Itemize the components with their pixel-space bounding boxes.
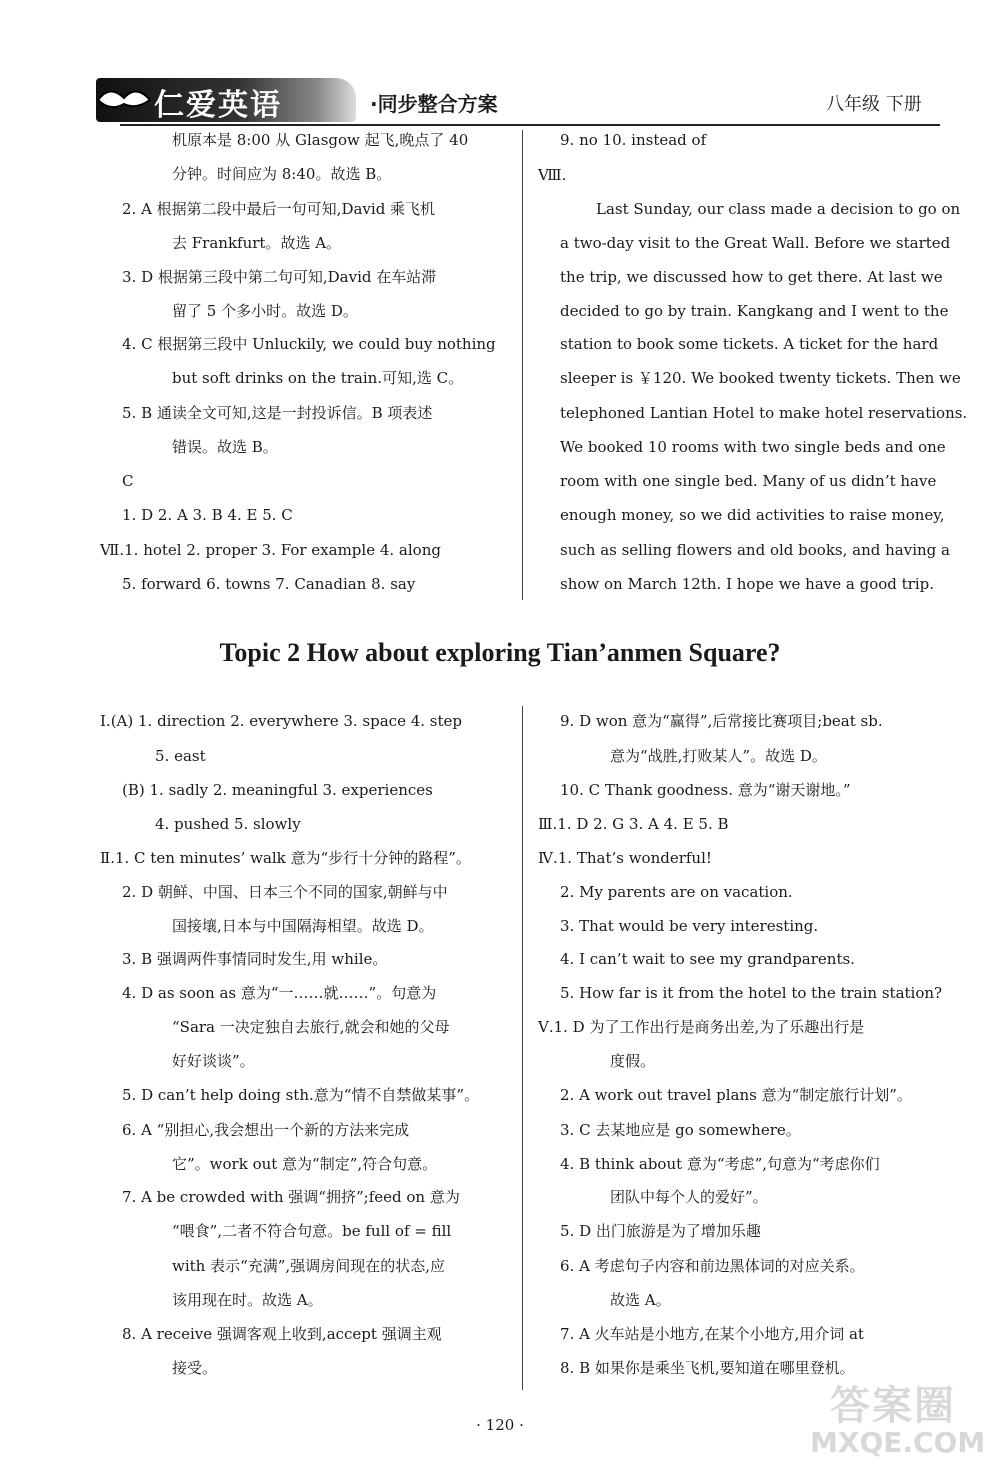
text-line: 4. C 根据第三段中 Unluckily, we could buy nothing [122,335,496,353]
text-line: 4. I can’t wait to see my grandparents. [560,950,855,968]
watermark [810,1374,990,1464]
text-line: decided to go by train. Kangkang and I went to the [560,302,949,320]
page-number: · 120 · [476,1416,524,1434]
text-line: 7. A be crowded with 强调“拥挤”;feed on 意为 [122,1188,460,1206]
text-line: 10. C Thank goodness. 意为“谢天谢地。” [560,781,851,799]
text-line: Last Sunday, our class made a decision to go on [596,200,961,218]
text-line: 1. D 2. A 3. B 4. E 5. C [122,506,293,524]
text-line: but soft drinks on the train.可知,选 C。 [172,369,464,387]
header-rule [120,124,940,126]
text-line: 留了 5 个多小时。故选 D。 [172,302,358,320]
text-line: 4. pushed 5. slowly [155,815,301,833]
text-line: 6. A “别担心,我会想出一个新的方法来完成 [122,1121,410,1139]
text-line: the trip, we discussed how to get there. At last we [560,268,943,286]
text-line: 4. D as soon as 意为“一……就……”。句意为 [122,984,437,1002]
watermark-en: MXQE.COM [810,1426,986,1459]
text-line: 接受。 [172,1359,218,1377]
text-line: Ⅲ.1. D 2. G 3. A 4. E 5. B [538,815,729,833]
text-line: telephoned Lantian Hotel to make hotel reservations. [560,404,968,422]
text-line: sleeper is ￥120. We booked twenty tickets. Then we [560,369,961,387]
book-subtitle: ·同步整合方案 [370,92,498,116]
text-line: 8. A receive 强调客观上收到,accept 强调主观 [122,1325,442,1343]
text-line: “Sara 一决定独自去旅行,就会和她的父母 [172,1018,450,1036]
text-line: Ⅷ. [538,166,567,184]
text-line: enough money, so we did activities to raise money, [560,506,945,524]
text-line: 5. B 通读全文可知,这是一封投诉信。B 项表述 [122,404,433,422]
text-line: 2. My parents are on vacation. [560,883,793,901]
text-line: 2. A work out travel plans 意为“制定旅行计划”。 [560,1086,912,1104]
text-line: room with one single bed. Many of us didn’t have [560,472,937,490]
text-line: 2. D 朝鲜、中国、日本三个不同的国家,朝鲜与中 [122,883,448,901]
watermark-cn: 答案圈 [830,1383,956,1429]
text-line: 故选 A。 [610,1291,671,1309]
text-line: such as selling flowers and old books, and having a [560,541,950,559]
text-line: 5. D 出门旅游是为了增加乐趣 [560,1222,761,1240]
text-line: 3. D 根据第三段中第二句可知,David 在车站滞 [122,268,437,286]
text-line: 9. D won 意为“赢得”,后常接比赛项目;beat sb. [560,712,883,730]
text-line: Ⅰ.(A) 1. direction 2. everywhere 3. space 4. step [100,712,463,730]
text-line: 机原本是 8:00 从 Glasgow 起飞,晚点了 40 [172,131,469,149]
column-divider [522,706,523,1390]
text-line: 错误。故选 B。 [172,438,278,456]
text-line: 4. B think about 意为“考虑”,句意为“考虑你们 [560,1155,880,1173]
page-header [0,0,1000,130]
text-line: Ⅴ.1. D 为了工作出行是商务出差,为了乐趣出行是 [538,1018,865,1036]
text-line: 3. B 强调两件事情同时发生,用 while。 [122,950,388,968]
text-line: show on March 12th. I hope we have a good trip. [560,575,935,593]
text-line: Ⅶ.1. hotel 2. proper 3. For example 4. along [100,541,441,559]
text-line: 7. A 火车站是小地方,在某个小地方,用介词 at [560,1325,864,1343]
text-line: 度假。 [610,1052,656,1070]
text-line: 3. That would be very interesting. [560,917,819,935]
topic-title: Topic 2 How about exploring Tian’anmen Square? [219,638,781,667]
grade-label: 八年级 下册 [826,94,922,115]
text-line: 国接壤,日本与中国隔海相望。故选 D。 [172,917,434,935]
text-line: with 表示“充满”,强调房间现在的状态,应 [172,1257,445,1275]
text-line: 5. D can’t help doing sth.意为“情不自禁做某事”。 [122,1086,480,1104]
text-line: 团队中每个人的爱好”。 [610,1188,768,1206]
text-line: 5. forward 6. towns 7. Canadian 8. say [122,575,416,593]
text-line: (B) 1. sadly 2. meaningful 3. experiences [122,781,433,799]
text-line: “喂食”,二者不符合句意。be full of = fill [172,1222,452,1240]
text-line: 6. A 考虑句子内容和前边黑体词的对应关系。 [560,1257,865,1275]
text-line: 意为“战胜,打败某人”。故选 D。 [610,747,827,765]
text-line: Ⅳ.1. That’s wonderful! [538,849,712,867]
text-line: C [122,472,134,490]
text-line: 好好谈谈”。 [172,1052,255,1070]
brand-name: 仁爱英语 [154,88,282,123]
wing-logo-icon [96,80,152,120]
text-line: 该用现在时。故选 A。 [172,1291,323,1309]
text-line: 去 Frankfurt。故选 A。 [172,234,342,252]
text-line: 5. east [155,747,206,765]
text-line: Ⅱ.1. C ten minutes’ walk 意为“步行十分钟的路程”。 [100,849,471,867]
text-line: station to book some tickets. A ticket for the hard [560,335,939,353]
text-line: 2. A 根据第二段中最后一句可知,David 乘飞机 [122,200,436,218]
text-line: a two-day visit to the Great Wall. Before we started [560,234,951,252]
text-line: 9. no 10. instead of [560,131,707,149]
text-line: We booked 10 rooms with two single beds and one [560,438,946,456]
text-line: 3. C 去某地应是 go somewhere。 [560,1121,801,1139]
text-line: 分钟。时间应为 8:40。故选 B。 [172,165,392,183]
text-line: 5. How far is it from the hotel to the train station? [560,984,943,1002]
text-line: 它”。work out 意为“制定”,符合句意。 [172,1155,438,1173]
text-line: 8. B 如果你是乘坐飞机,要知道在哪里登机。 [560,1359,855,1377]
column-divider [522,130,523,600]
